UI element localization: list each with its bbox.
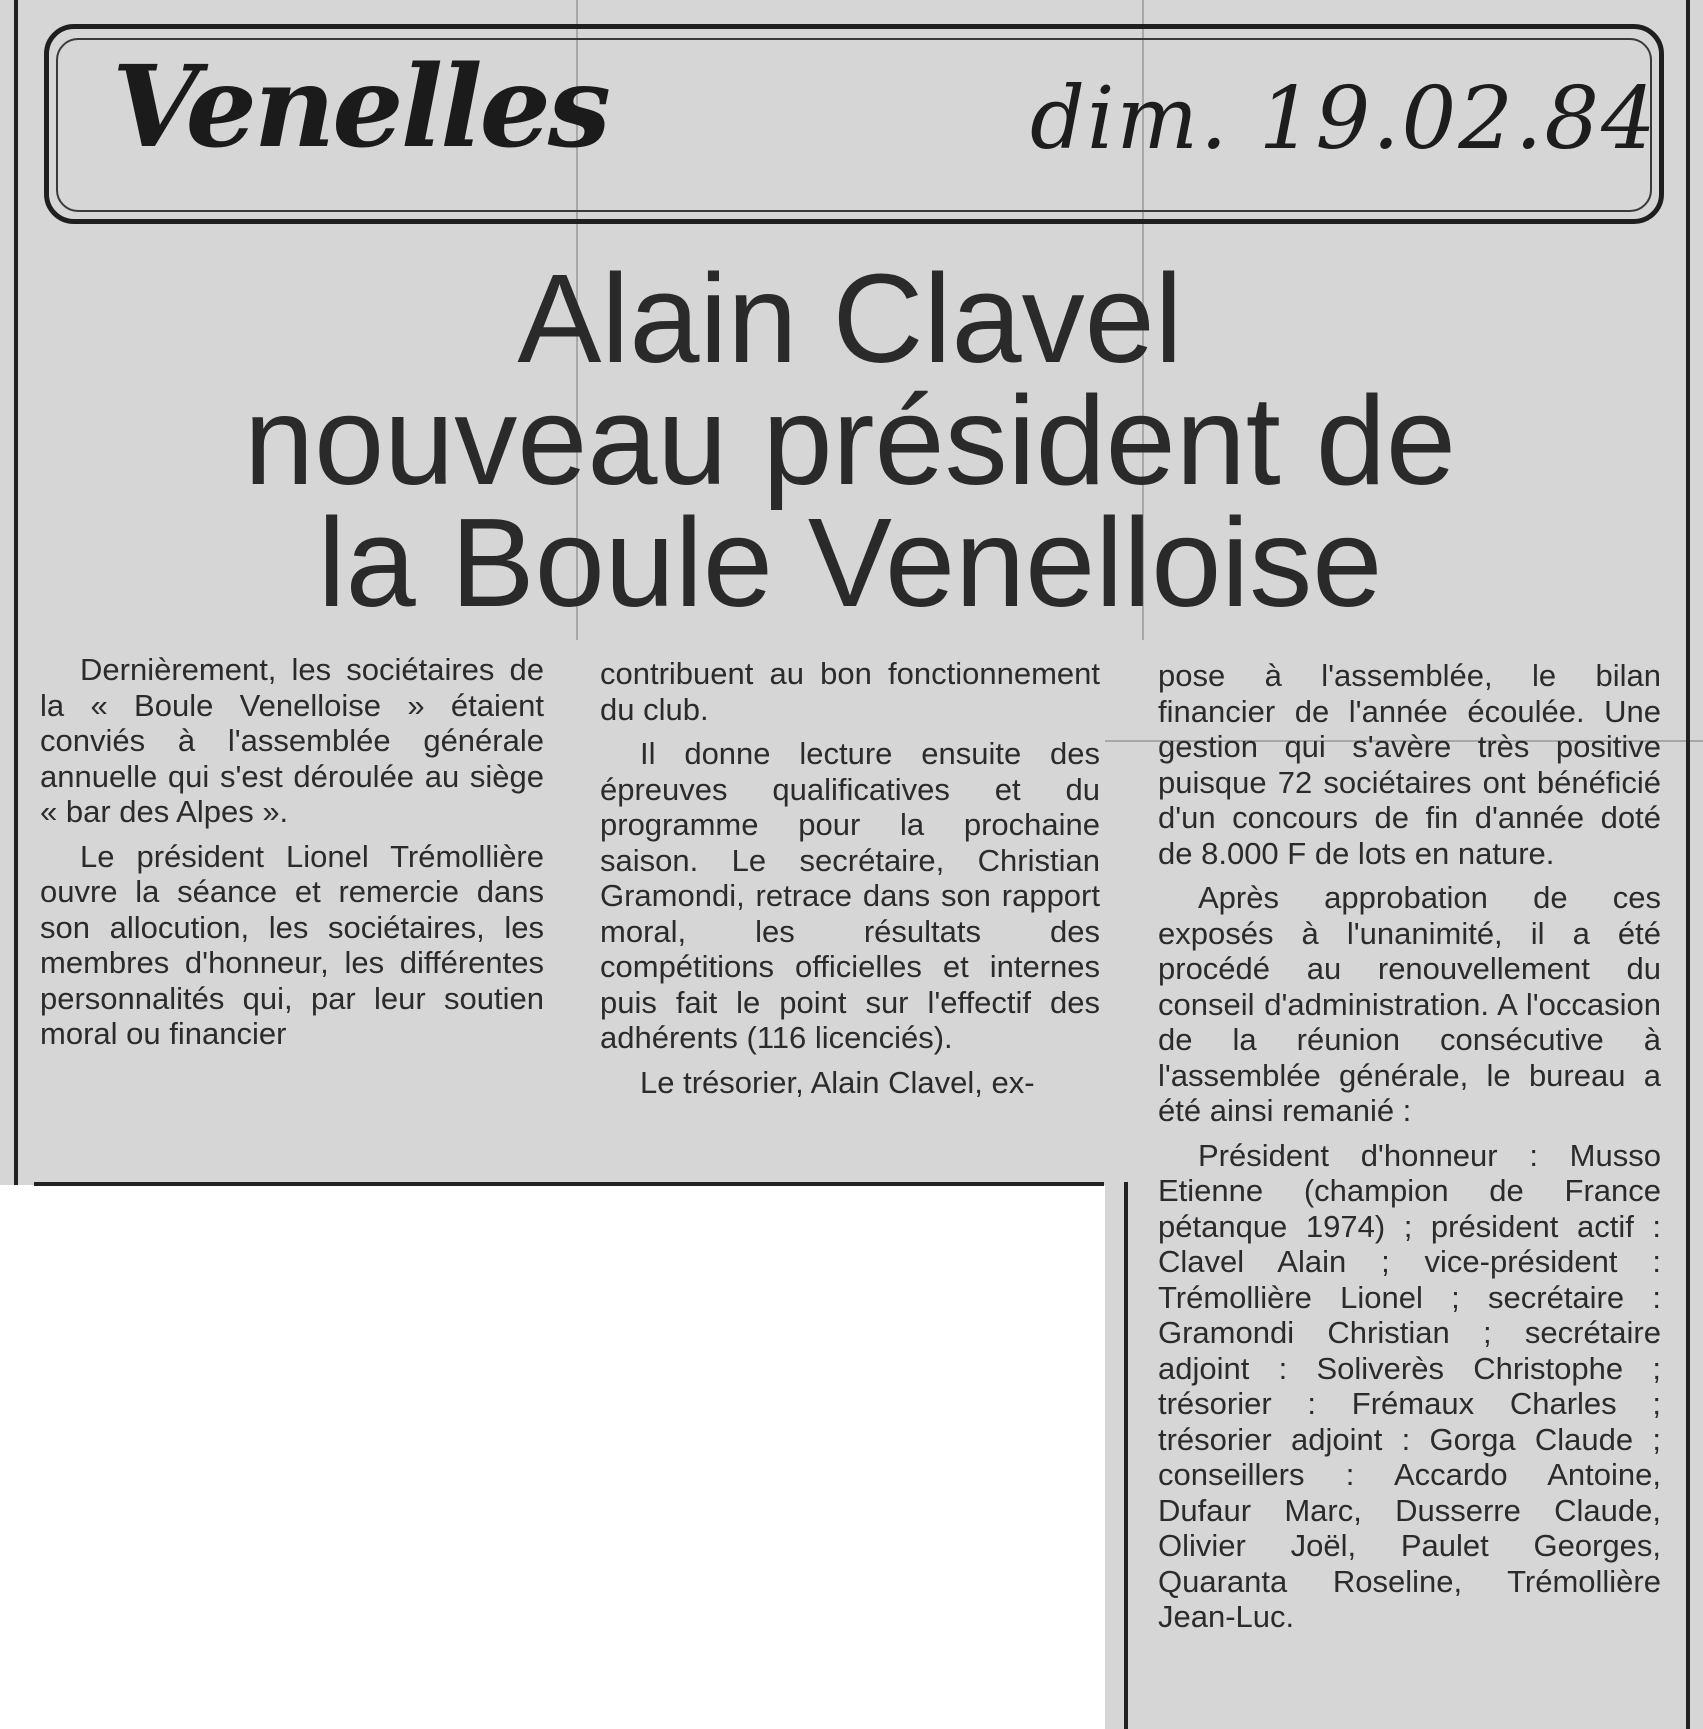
article-paragraph: Il donne lecture ensuite des épreuves qualificatives et du programme pour la prochaine saison. Le secrétaire, Christian Gramondi, retrace dans son rapport moral, les résultats des compétitions officielles et internes puis fait le point sur l'effectif des adhérents (116 licenciés). — [600, 736, 1100, 1055]
handwritten-date: dim. 19.02.84 — [1030, 69, 1658, 169]
article-paragraph: Dernièrement, les sociétaires de la « Boule Venelloise » étaient conviés à l'assemblée générale annuelle qui s'est déroulée au siège « bar des Alpes ». — [40, 652, 544, 829]
headline-line: nouveau président de — [244, 370, 1456, 511]
frame-right-rule — [1686, 0, 1690, 1729]
article-paragraph: Le trésorier, Alain Clavel, ex- — [640, 1064, 1035, 1100]
article-column-1 — [40, 652, 544, 1061]
article-column-3 — [1158, 658, 1661, 1644]
headline-line: Alain Clavel — [517, 248, 1183, 389]
article-paragraph: pose à l'assemblée, le bilan financier de l'année écoulée. Une gestion qui s'avère très positive puisque 72 sociétaires ont bénéficié d'un concours de fin d'année doté de 8.000 F de lots en nature. — [1158, 658, 1661, 871]
headline — [200, 248, 1500, 633]
frame-left-rule — [14, 0, 18, 1185]
frame-bottom-rule — [34, 1182, 1104, 1186]
frame-column-rule — [1124, 1182, 1128, 1729]
article-column-2 — [600, 656, 1100, 1109]
headline-line: la Boule Venelloise — [317, 492, 1383, 633]
article-paragraph: Après approbation de ces exposés à l'unanimité, il a été procédé au renouvellement du conseil d'administration. A l'occasion de la réunion consécutive à l'assemblée générale, le bureau a été ainsi remanié : — [1158, 880, 1661, 1128]
section-title: Venelles — [112, 42, 608, 173]
article-paragraph: contribuent au bon fonctionnement du club. — [600, 656, 1100, 727]
board-members-list: Président d'honneur : Musso Etienne (champion de France pétanque 1974) ; président actif : Clavel Alain ; vice-président : Trémollière Lionel ; secrétaire : Gramondi Christian ; secrétaire adjoint : Soliverès Christophe ; trésorier : Frémaux Charles ; trésorier adjoint : Gorga Claude ; conseillers : Accardo Antoine, Dufaur Marc, Dusserre Claude, Olivier Joël, Paulet Georges, Quaranta Roseline, Trémollière Jean-Luc. — [1158, 1137, 1661, 1634]
article-paragraph: Le président Lionel Trémollière ouvre la séance et remercie dans son allocution, les sociétaires, les membres d'honneur, les différentes personnalités qui, par leur soutien moral ou financier — [40, 838, 544, 1051]
